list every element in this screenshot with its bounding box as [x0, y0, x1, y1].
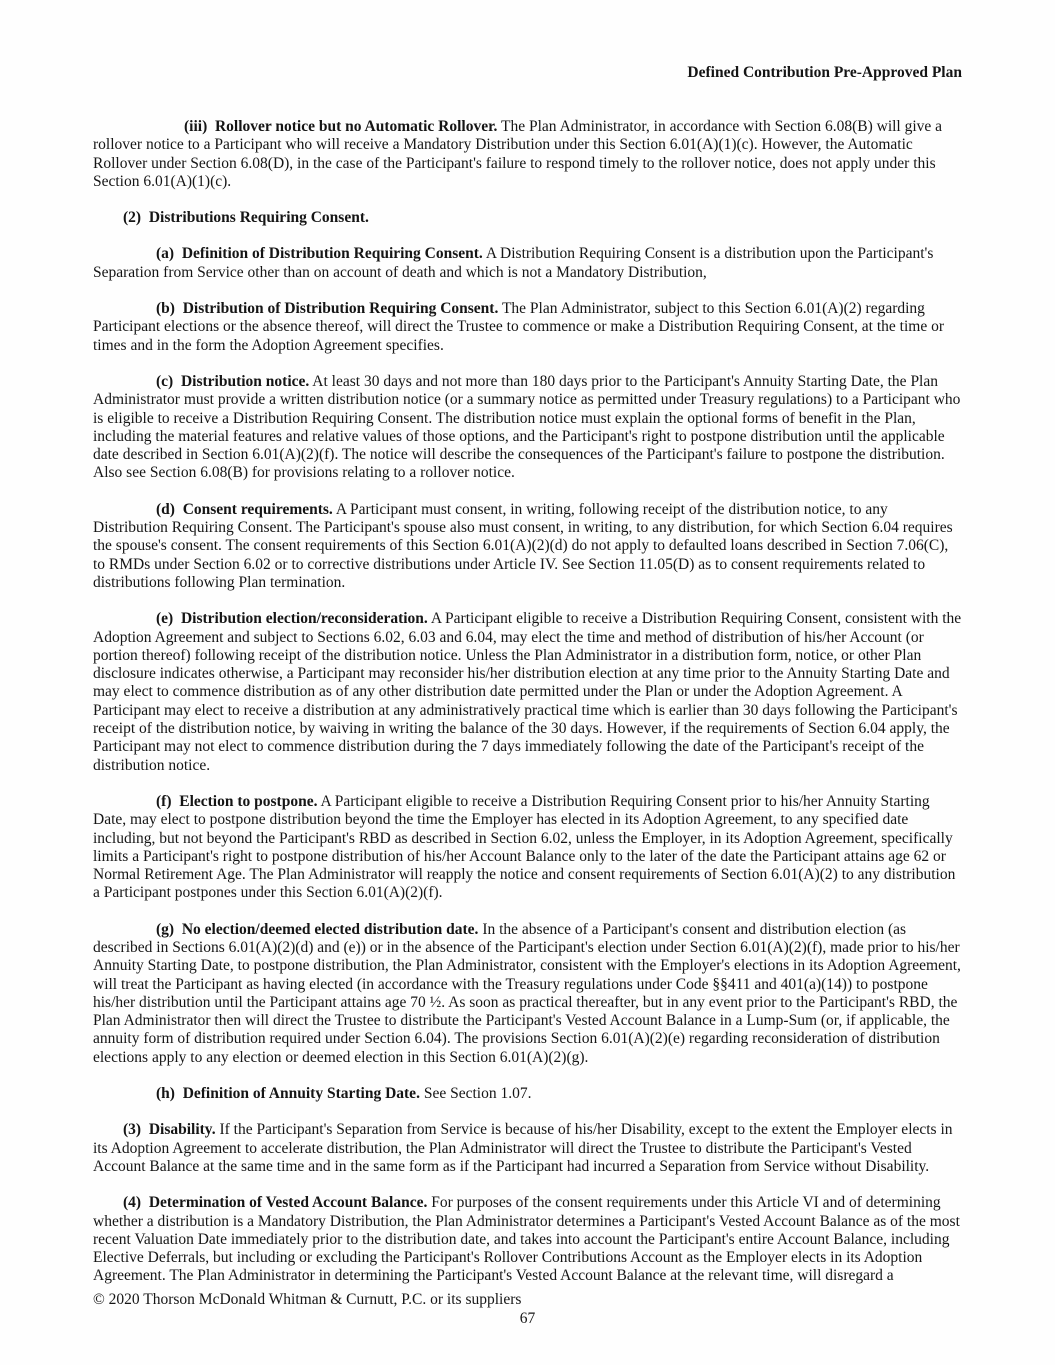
- copyright-notice: © 2020 Thorson McDonald Whitman & Curnutt, P.C. or its suppliers: [93, 1291, 522, 1308]
- paragraph-heading: (3) Disability.: [123, 1121, 216, 1139]
- paragraph-body: For purposes of the consent requirements under this Article VI and of determining whether a distribution is a Mandatory Distribution, the Plan Administrator determines a Participant's Vested Account Balance as of the most recent Valuation Date immediately prior to the distribution date, and takes into account the Participant's entire Account Balance, including Elective Deferrals, but including or excluding the Participant's Rollover Contributions Account as the Employer elects in its Adoption Agreement. The Plan Administrator in determining the Participant's Vested Account Balance at the relevant time, will disregard a: [93, 1194, 960, 1285]
- paragraph-heading: (b) Distribution of Distribution Requiring Consent.: [156, 300, 499, 318]
- paragraph-e-distribution-election-reconsideration: [93, 610, 962, 775]
- paragraph-body: A Participant must consent, in writing, following receipt of the distribution notice, to any Distribution Requiring Consent. The Participant's spouse also must consent, in writing, to any distribution, for which Section 6.04 requires the spouse's consent. The consent requirements of this Section 6.01(A)(2)(d) do not apply to defaulted loans described in Section 7.06(C), to RMDs under Section 6.02 or to corrective distributions under Article IV. See Section 11.05(D) as to consent requirements related to distributions following Plan termination.: [93, 500, 953, 591]
- paragraph-2-distributions-requiring-consent: [93, 209, 962, 227]
- paragraph-heading: (d) Consent requirements.: [156, 500, 333, 518]
- paragraph-iii-rollover-notice: [93, 118, 962, 191]
- paragraph-a-definition-of-distribution: [93, 245, 962, 282]
- paragraph-heading: (g) No election/deemed elected distribution date.: [156, 920, 479, 938]
- paragraph-body: A Participant eligible to receive a Distribution Requiring Consent, consistent with the Adoption Agreement and subject to Sections 6.02, 6.03 and 6.04, may elect the time and method of distribution of his/her Account (or portion thereof) following receipt of the distribution notice. Unless the Plan Administrator in a distribution form, notice, or other Plan disclosure indicates otherwise, a Participant may reconsider his/her distribution election at any time prior to the Annuity Starting Date and may elect to commence distribution as of any other distribution date permitted under the Plan or under the Adoption Agreement. A Participant may elect to receive a distribution at any administratively practical time which is earlier than 30 days following the Participant's receipt of the distribution notice, by waiving in writing the balance of the 30 days. However, if the requirements of Section 6.04 apply, the Participant may not elect to commence distribution during the 7 days immediately following the date of the Participant's receipt of the distribution notice.: [93, 610, 962, 774]
- page-number: 67: [519, 1310, 536, 1327]
- paragraph-g-no-election-deemed-elected: [93, 921, 962, 1067]
- paragraph-body: See Section 1.07.: [423, 1085, 532, 1103]
- paragraph-heading: (iii) Rollover notice but no Automatic Rollover.: [184, 118, 498, 135]
- paragraph-body: A Participant eligible to receive a Distribution Requiring Consent prior to his/her Annuity Starting Date, may elect to postpone distribution beyond the time the Employer has elected in its Adoption Agreement, to any specified date including, but not beyond the Participant's RBD as described in Section 6.02, unless the Employer, in its Adoption Agreement, specifically limits a Participant's right to postpone distribution of his/her Account Balance only to the later of the date the Participant attains age 62 or Normal Retirement Age. The Plan Administrator will reapply the notice and consent requirements of Section 6.01(A)(2) to any distribution a Participant postpones under this Section 6.01(A)(2)(f).: [93, 792, 956, 902]
- paragraph-c-distribution-notice: [93, 373, 962, 483]
- paragraph-h-definition-annuity-starting-date: [93, 1085, 962, 1103]
- paragraph-3-disability: [93, 1121, 962, 1176]
- paragraph-body: The Plan Administrator, subject to this Section 6.01(A)(2) regarding Participant elections or the absence thereof, will direct the Trustee to commence or make a Distribution Requiring Consent, at the time or times and in the form the Adoption Agreement specifies.: [93, 300, 944, 354]
- paragraph-b-distribution-of-distribution: [93, 300, 962, 355]
- paragraph-4-determination-vested-account-balance: [93, 1194, 962, 1285]
- paragraph-heading: (2) Distributions Requiring Consent.: [123, 209, 369, 227]
- paragraph-body: If the Participant's Separation from Service is because of his/her Disability, except to the extent the Employer elects in its Adoption Agreement to accelerate distribution, the Plan Administrator will direct the Trustee to distribute the Participant's Vested Account Balance at the same time and in the same form as if the Participant had incurred a Separation from Service without Disability.: [93, 1121, 953, 1175]
- document-header: Defined Contribution Pre-Approved Plan: [687, 64, 962, 81]
- paragraph-heading: (4) Determination of Vested Account Balance.: [123, 1194, 428, 1212]
- paragraph-body: The Plan Administrator, in accordance with Section 6.08(B) will give a rollover notice to a Participant who will receive a Mandatory Distribution under this Section 6.01(A)(1)(c). However, the Automatic Rollover under Section 6.08(D), in the case of the Participant's failure to respond timely to the rollover notice, does not apply under this Section 6.01(A)(1)(c).: [93, 118, 943, 190]
- paragraph-body: A Distribution Requiring Consent is a distribution upon the Participant's Separation from Service other than on account of death and which is not a Mandatory Distribution,: [93, 245, 934, 281]
- document-content: [93, 64, 962, 1286]
- paragraph-heading: (e) Distribution election/reconsideration.: [156, 610, 428, 628]
- paragraph-body: At least 30 days and not more than 180 days prior to the Participant's Annuity Starting Date, the Plan Administrator must provide a written distribution notice (or a summary notice as permitted under Treasury regulations) to a Participant who is eligible to receive a Distribution Requiring Consent. The distribution notice must explain the optional forms of benefit in the Plan, including the material features and relative values of those options, and the Participant's right to postpone distribution until the applicable date described in Section 6.01(A)(2)(f). The notice will describe the consequences of the Participant's failure to postpone the distribution. Also see Section 6.08(B) for provisions relating to a rollover notice.: [93, 372, 961, 482]
- paragraph-heading: (f) Election to postpone.: [156, 792, 318, 810]
- paragraph-body: In the absence of a Participant's consent and distribution election (as described in Sections 6.01(A)(2)(d) and (e)) or in the absence of the Participant's election under Section 6.01(A)(2)(f), made prior to his/her Annuity Starting Date, to postpone distribution, the Plan Administrator, consistent with the Employer's elections in its Adoption Agreement, will treat the Participant as having elected (in accordance with the Treasury regulations under Code §§411 and 401(a)(14)) to postpone his/her distribution until the Participant attains age 70 ½. As soon as practical thereafter, but in any event prior to the Participant's RBD, the Plan Administrator then will direct the Trustee to distribute the Participant's Vested Account Balance in a Lump-Sum (or, if applicable, the annuity form of distribution required under Section 6.04). The provisions Section 6.01(A)(2)(e) regarding reconsideration of distribution elections apply to any election or deemed election in this Section 6.01(A)(2)(g).: [93, 920, 961, 1066]
- paragraph-heading: (h) Definition of Annuity Starting Date.: [156, 1085, 420, 1103]
- paragraph-heading: (a) Definition of Distribution Requiring Consent.: [156, 245, 483, 263]
- paragraph-d-consent-requirements: [93, 501, 962, 592]
- paragraph-f-election-to-postpone: [93, 793, 962, 903]
- paragraph-heading: (c) Distribution notice.: [156, 372, 310, 390]
